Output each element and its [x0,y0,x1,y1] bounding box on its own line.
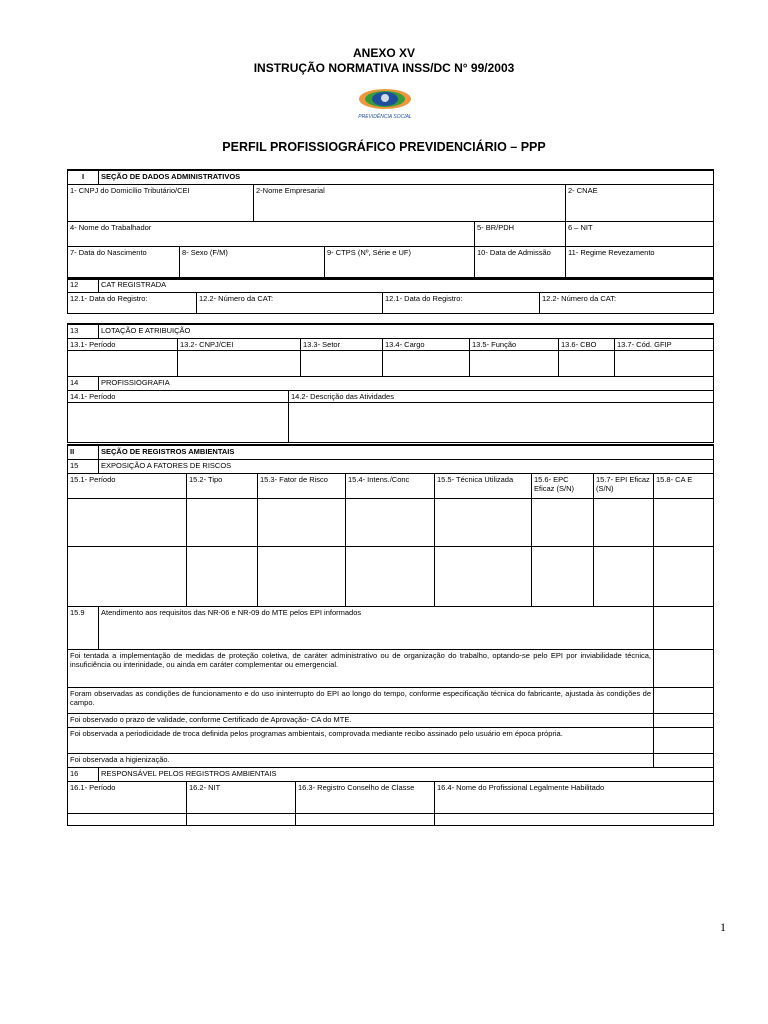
cell-15-intensidade[interactable] [346,546,435,606]
cell-cargo[interactable] [383,350,470,376]
col-header-15-ca: 15.8- CA E [654,473,714,498]
col-header-15-periodo: 15.1- Período [68,473,187,498]
section-2-num: II [68,445,99,459]
cell-periodo[interactable] [68,350,178,376]
section-administrative-table [67,169,714,280]
cell-15-tecnica[interactable] [435,546,532,606]
cell-15-tipo[interactable] [187,498,258,546]
cell-15-epc[interactable] [532,546,594,606]
col-header-15-tecnica: 15.5- Técnica Utilizada [435,473,532,498]
cell-15-epi[interactable] [594,546,654,606]
epi-requirement-answer[interactable] [654,713,714,727]
section-16-title: RESPONSÁVEL PELOS REGISTROS AMBIENTAIS [99,767,714,781]
cell-16-nome[interactable] [435,813,714,825]
field-cnpj-domicilio[interactable]: 1- CNPJ do Domicílio Tributário/CEI [68,184,254,221]
section-1-num: I [68,170,99,184]
col-header-15-intensidade: 15.4- Intens./Conc [346,473,435,498]
section-15-9-num: 15.9 [68,606,99,649]
col-header-15-epc: 15.6- EPC Eficaz (S/N) [532,473,594,498]
field-data-nascimento[interactable]: 7- Data do Nascimento [68,246,180,279]
instruction-title: INSTRUÇÃO NORMATIVA INSS/DC N° 99/2003 [253,61,515,75]
cell-15-tecnica[interactable] [435,498,532,546]
col-header-16-nome: 16.4- Nome do Profissional Legalmente Habilitado [435,781,714,813]
section-cat-table [67,277,714,314]
cell-16-nit[interactable] [187,813,296,825]
col-header-14-periodo: 14.1- Período [68,390,289,402]
col-header-16-registro: 16.3- Registro Conselho de Classe [296,781,435,813]
cell-15-epi[interactable] [594,498,654,546]
field-cat-numero-2[interactable]: 12.2- Número da CAT: [540,292,714,313]
cell-15-epc[interactable] [532,498,594,546]
cell-15-ca[interactable] [654,546,714,606]
section-2-title: SEÇÃO DE REGISTROS AMBIENTAIS [99,445,714,459]
cell-15-periodo[interactable] [68,546,187,606]
cell-14-periodo[interactable] [68,402,289,442]
cell-15-tipo[interactable] [187,546,258,606]
cell-15-periodo[interactable] [68,498,187,546]
annex-title: ANEXO XV [352,46,415,60]
field-cat-data-registro-2[interactable]: 12.1- Data do Registro: [383,292,540,313]
cell-15-fator[interactable] [258,546,346,606]
cell-16-registro[interactable] [296,813,435,825]
field-ctps[interactable]: 9- CTPS (Nº, Série e UF) [325,246,475,279]
cell-cbo[interactable] [559,350,615,376]
section-12-num: 12 [68,278,99,292]
cell-16-periodo[interactable] [68,813,187,825]
field-nit[interactable]: 6 – NIT [566,221,714,246]
col-header-cargo: 13.4- Cargo [383,338,470,350]
section-lotacao-table [67,323,714,443]
epi-requirement-answer[interactable] [654,687,714,713]
field-sexo[interactable]: 8- Sexo (F/M) [180,246,325,279]
form-title: PERFIL PROFISSIOGRÁFICO PREVIDENCIÁRIO – PPP [222,140,546,154]
col-header-15-fator: 15.3- Fator de Risco [258,473,346,498]
col-header-periodo: 13.1- Período [68,338,178,350]
field-cat-numero-1[interactable]: 12.2- Número da CAT: [197,292,383,313]
section-13-num: 13 [68,324,99,338]
field-br-pdh[interactable]: 5- BR/PDH [475,221,566,246]
col-header-cod-gfip: 13.7- Cód. GFIP [615,338,714,350]
cell-setor[interactable] [301,350,383,376]
cell-15-ca[interactable] [654,498,714,546]
section-ambientais-table [67,444,714,826]
epi-requirement-answer[interactable] [654,753,714,767]
field-data-admissao[interactable]: 10- Data de Admissão [475,246,566,279]
previdencia-logo [344,85,426,123]
col-header-15-epi: 15.7- EPI Eficaz (S/N) [594,473,654,498]
epi-requirement-item: Foi observado o prazo de validade, conforme Certificado de Aprovação- CA do MTE. [68,713,654,727]
section-15-9-text: Atendimento aos requisitos das NR-06 e NR-09 do MTE pelos EPI informados [99,606,654,649]
cell-14-descricao[interactable] [289,402,714,442]
epi-requirement-answer[interactable] [654,649,714,687]
epi-requirement-item: Foi tentada a implementação de medidas de proteção coletiva, de caráter administrativo ou de organização do trabalho, optando-se pelo EPI por inviabilidade técnica, insuficiência ou interinidade, ou ainda em caráter complementar ou emergencial. [68,649,654,687]
section-14-title: PROFISSIOGRAFIA [99,376,714,390]
epi-requirement-item: Foi observada a higienização. [68,753,654,767]
section-16-num: 16 [68,767,99,781]
cell-cod-gfip[interactable] [615,350,714,376]
epi-requirement-item: Foram observadas as condições de funcionamento e do uso ininterrupto do EPI ao longo do tempo, conforme especificação técnica do fabricante, ajustada às condições de campo. [68,687,654,713]
logo-caption: PREVIDÊNCIA SOCIAL [358,114,412,120]
epi-requirement-answer[interactable] [654,727,714,753]
col-header-setor: 13.3- Setor [301,338,383,350]
field-nome-empresarial[interactable]: 2-Nome Empresarial [254,184,566,221]
field-regime-revezamento[interactable]: 11- Regime Revezamento [566,246,714,279]
col-header-16-periodo: 16.1- Período [68,781,187,813]
cell-funcao[interactable] [470,350,559,376]
field-cat-data-registro-1[interactable]: 12.1- Data do Registro: [68,292,197,313]
epi-requirement-item: Foi observada a periodicidade de troca definida pelos programas ambientais, comprovada mediante recibo assinado pelo usuário em época própria. [68,727,654,753]
field-cnae[interactable]: 2- CNAE [566,184,714,221]
page-number: 1 [720,920,726,934]
col-header-cbo: 13.6- CBO [559,338,615,350]
cell-15-fator[interactable] [258,498,346,546]
section-12-title: CAT REGISTRADA [99,278,714,292]
cell-cnpj-cei[interactable] [178,350,301,376]
col-header-14-descricao: 14.2- Descrição das Atividades [289,390,714,402]
section-15-title: EXPOSIÇÃO A FATORES DE RISCOS [99,459,714,473]
section-15-num: 15 [68,459,99,473]
section-13-title: LOTAÇÃO E ATRIBUIÇÃO [99,324,714,338]
field-nome-trabalhador[interactable]: 4- Nome do Trabalhador [68,221,475,246]
section-14-num: 14 [68,376,99,390]
section-1-title: SEÇÃO DE DADOS ADMINISTRATIVOS [99,170,714,184]
cell-15-intensidade[interactable] [346,498,435,546]
col-header-16-nit: 16.2- NIT [187,781,296,813]
col-header-15-tipo: 15.2- Tipo [187,473,258,498]
cell-15-9-answer[interactable] [654,606,714,649]
col-header-funcao: 13.5- Função [470,338,559,350]
col-header-cnpj-cei: 13.2- CNPJ/CEI [178,338,301,350]
